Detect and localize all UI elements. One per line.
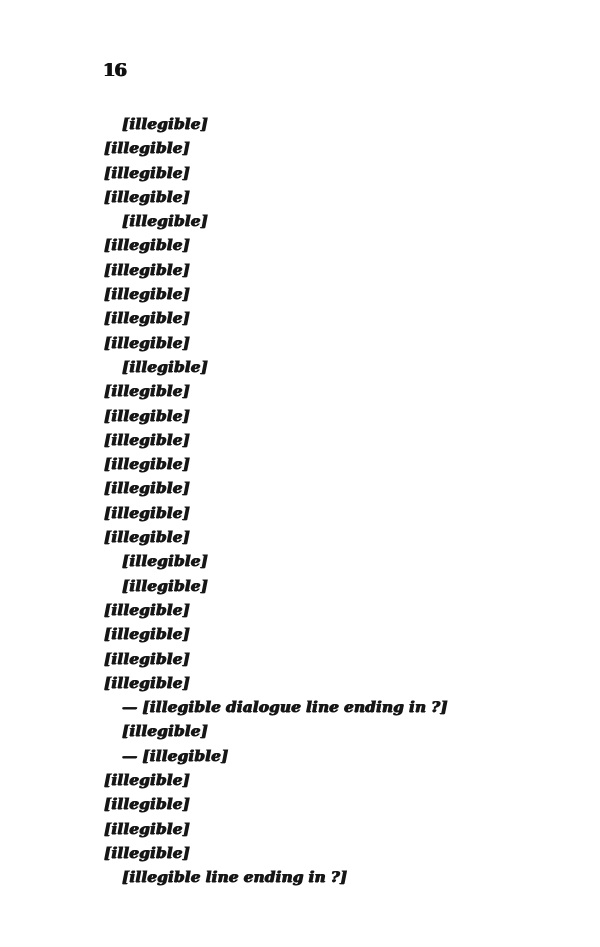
paragraph-5: [104, 574, 520, 695]
text-line: [illegible]: [104, 479, 190, 498]
text-line: [illegible]: [122, 212, 208, 231]
text-line: [illegible]: [104, 795, 190, 814]
text-line: [illegible]: [104, 285, 190, 304]
text-line: [illegible]: [104, 406, 190, 425]
text-line: [illegible]: [104, 625, 190, 644]
text-line: [illegible]: [104, 649, 190, 668]
paragraph-7: [104, 719, 520, 743]
text-line: [illegible]: [122, 115, 208, 133]
text-line: [illegible]: [104, 771, 190, 790]
text-line: [illegible]: [122, 576, 208, 595]
text-line: [illegible]: [104, 309, 190, 328]
paragraph-1: [104, 112, 520, 209]
text-line: — [illegible]: [122, 746, 229, 765]
text-line: [illegible]: [104, 333, 190, 352]
paragraph-4: [104, 549, 520, 573]
text-line: [illegible]: [104, 528, 190, 547]
text-line: [illegible]: [104, 260, 190, 279]
text-line: [illegible]: [104, 430, 190, 449]
text-line: [illegible]: [104, 455, 190, 474]
text-line: [illegible]: [104, 139, 190, 158]
text-line: [illegible]: [104, 382, 190, 401]
page-number: 16: [103, 60, 127, 81]
text-line: [illegible]: [104, 187, 190, 206]
text-line: [illegible]: [122, 722, 208, 741]
text-line: [illegible]: [122, 552, 208, 571]
paragraph-3: [104, 355, 520, 549]
text-line: [illegible]: [104, 503, 190, 522]
text-line: [illegible]: [104, 819, 190, 838]
text-line: [illegible]: [104, 236, 190, 255]
text-line: [illegible]: [104, 673, 190, 692]
text-line: [illegible]: [104, 843, 190, 862]
text-line: [illegible]: [122, 357, 208, 376]
dialogue-paragraph-2: [104, 744, 520, 865]
text-line: [illegible line ending in ?]: [122, 868, 348, 887]
paragraph-2: [104, 209, 520, 355]
text-line: — [illegible dialogue line ending in ?]: [122, 698, 448, 717]
body-text: [104, 112, 520, 890]
paragraph-9: [104, 865, 520, 889]
text-line: [illegible]: [104, 600, 190, 619]
text-line: [illegible]: [104, 163, 190, 182]
dialogue-line-1: [104, 695, 520, 719]
